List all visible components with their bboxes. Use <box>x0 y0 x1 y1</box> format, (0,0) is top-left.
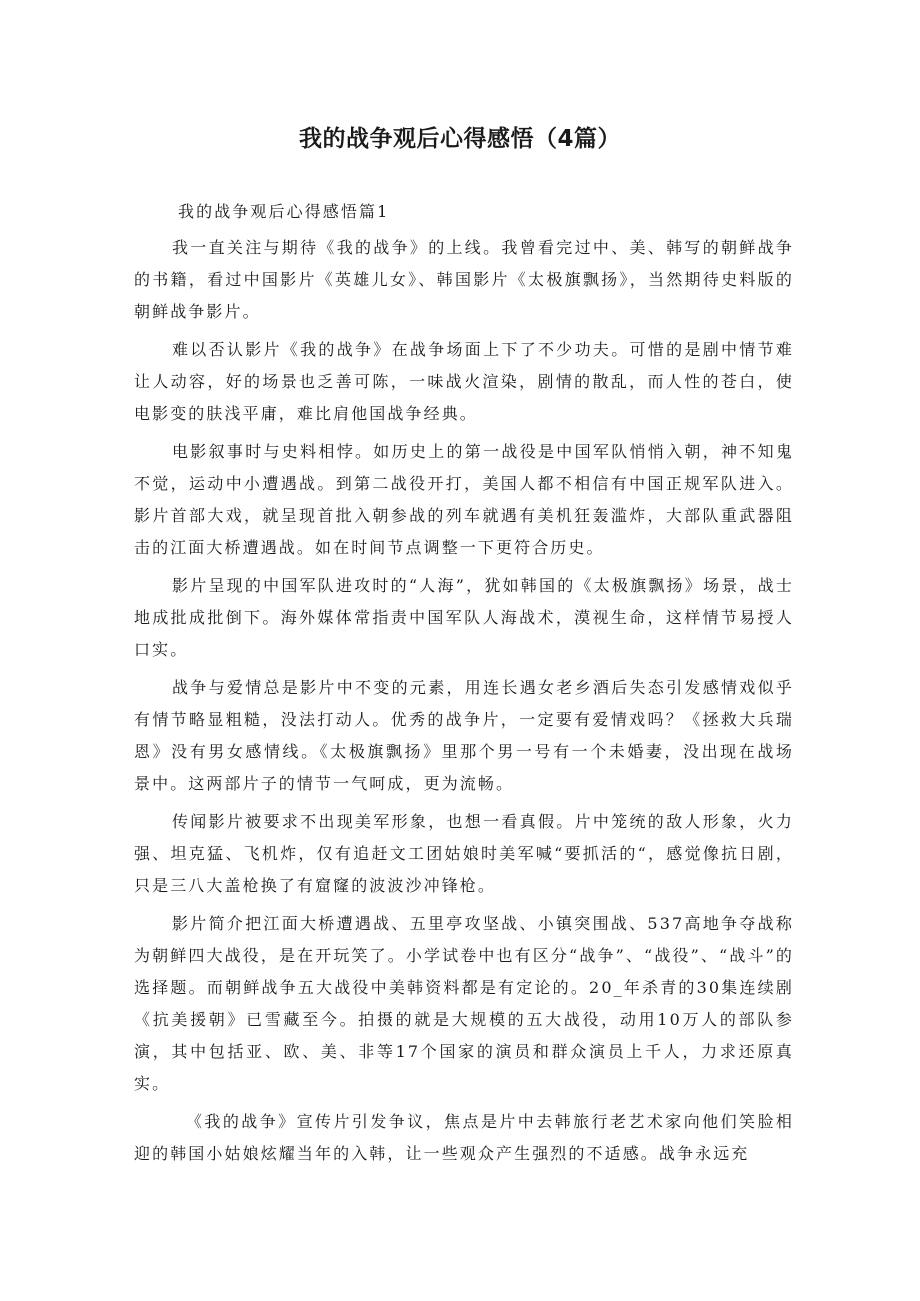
paragraph-1: 我一直关注与期待《我的战争》的上线。我曾看完过中、美、韩写的朝鲜战争的书籍，看过中国影片《英雄儿女》、韩国影片《太极旗飘扬》，当然期待史料版的朝鲜战争影片。 <box>134 238 794 321</box>
paragraph-6: 传闻影片被要求不出现美军形象，也想一看真假。片中笼统的敌人形象，火力强、坦克猛、飞机炸，仅有追赶文工团姑娘时美军喊“要抓活的“，感觉像抗日剧，只是三八大盖枪换了有窟窿的波波沙冲锋枪。 <box>134 812 794 895</box>
paragraph-2: 难以否认影片《我的战争》在战争场面上下了不少功夫。可惜的是剧中情节难让人动容，好的场景也乏善可陈，一味战火渲染，剧情的散乱，而人性的苍白，使电影变的肤浅平庸，难比肩他国战争经典。 <box>134 340 794 423</box>
paragraph-4: 影片呈现的中国军队进攻时的“人海”，犹如韩国的《太极旗飘扬》场景，战士地成批成批倒下。海外媒体常指责中国军队人海战术，漠视生命，这样情节易授人口实。 <box>134 576 794 659</box>
paragraph-7: 影片简介把江面大桥遭遇战、五里亭攻坚战、小镇突围战、537高地争夺战称为朝鲜四大战役，是在开玩笑了。小学试卷中也有区分“战争”、“战役”、“战斗”的选择题。而朝鲜战争五大战役中美韩资料都是有定论的。20_年杀青的30集连续剧《抗美援朝》已雪藏至今。拍摄的就是大规模的五大战役，动用10万人的部队参演，其中包括亚、欧、美、非等17个国家的演员和群众演员上千人，力求还原真实。 <box>134 914 794 1093</box>
document-title: 我的战争观后心得感悟（4篇） <box>298 126 621 152</box>
paragraph-5: 战争与爱情总是影片中不变的元素，用连长遇女老乡酒后失态引发感情戏似乎有情节略显粗糙，没法打动人。优秀的战争片，一定要有爱情戏吗？《拯救大兵瑞恩》没有男女感情线。《太极旗飘扬》里那个男一号有一个未婚妻，没出现在战场景中。这两部片子的情节一气呵成，更为流畅。 <box>134 678 794 793</box>
document-body <box>134 196 794 1176</box>
paragraph-3: 电影叙事时与史料相悖。如历史上的第一战役是中国军队悄悄入朝，神不知鬼不觉，运动中小遭遇战。到第二战役开打，美国人都不相信有中国正规军队进入。影片首部大戏，就呈现首批入朝参战的列车就遇有美机狂轰滥炸，大部队重武器阻击的江面大桥遭遇战。如在时间节点调整一下更符合历史。 <box>134 442 794 557</box>
section-heading: 我的战争观后心得感悟篇1 <box>178 202 390 221</box>
paragraph-8: 《我的战争》宣传片引发争议，焦点是片中去韩旅行老艺术家向他们笑脸相迎的韩国小姑娘炫耀当年的入韩，让一些观众产生强烈的不适感。战争永远充 <box>134 1112 794 1163</box>
